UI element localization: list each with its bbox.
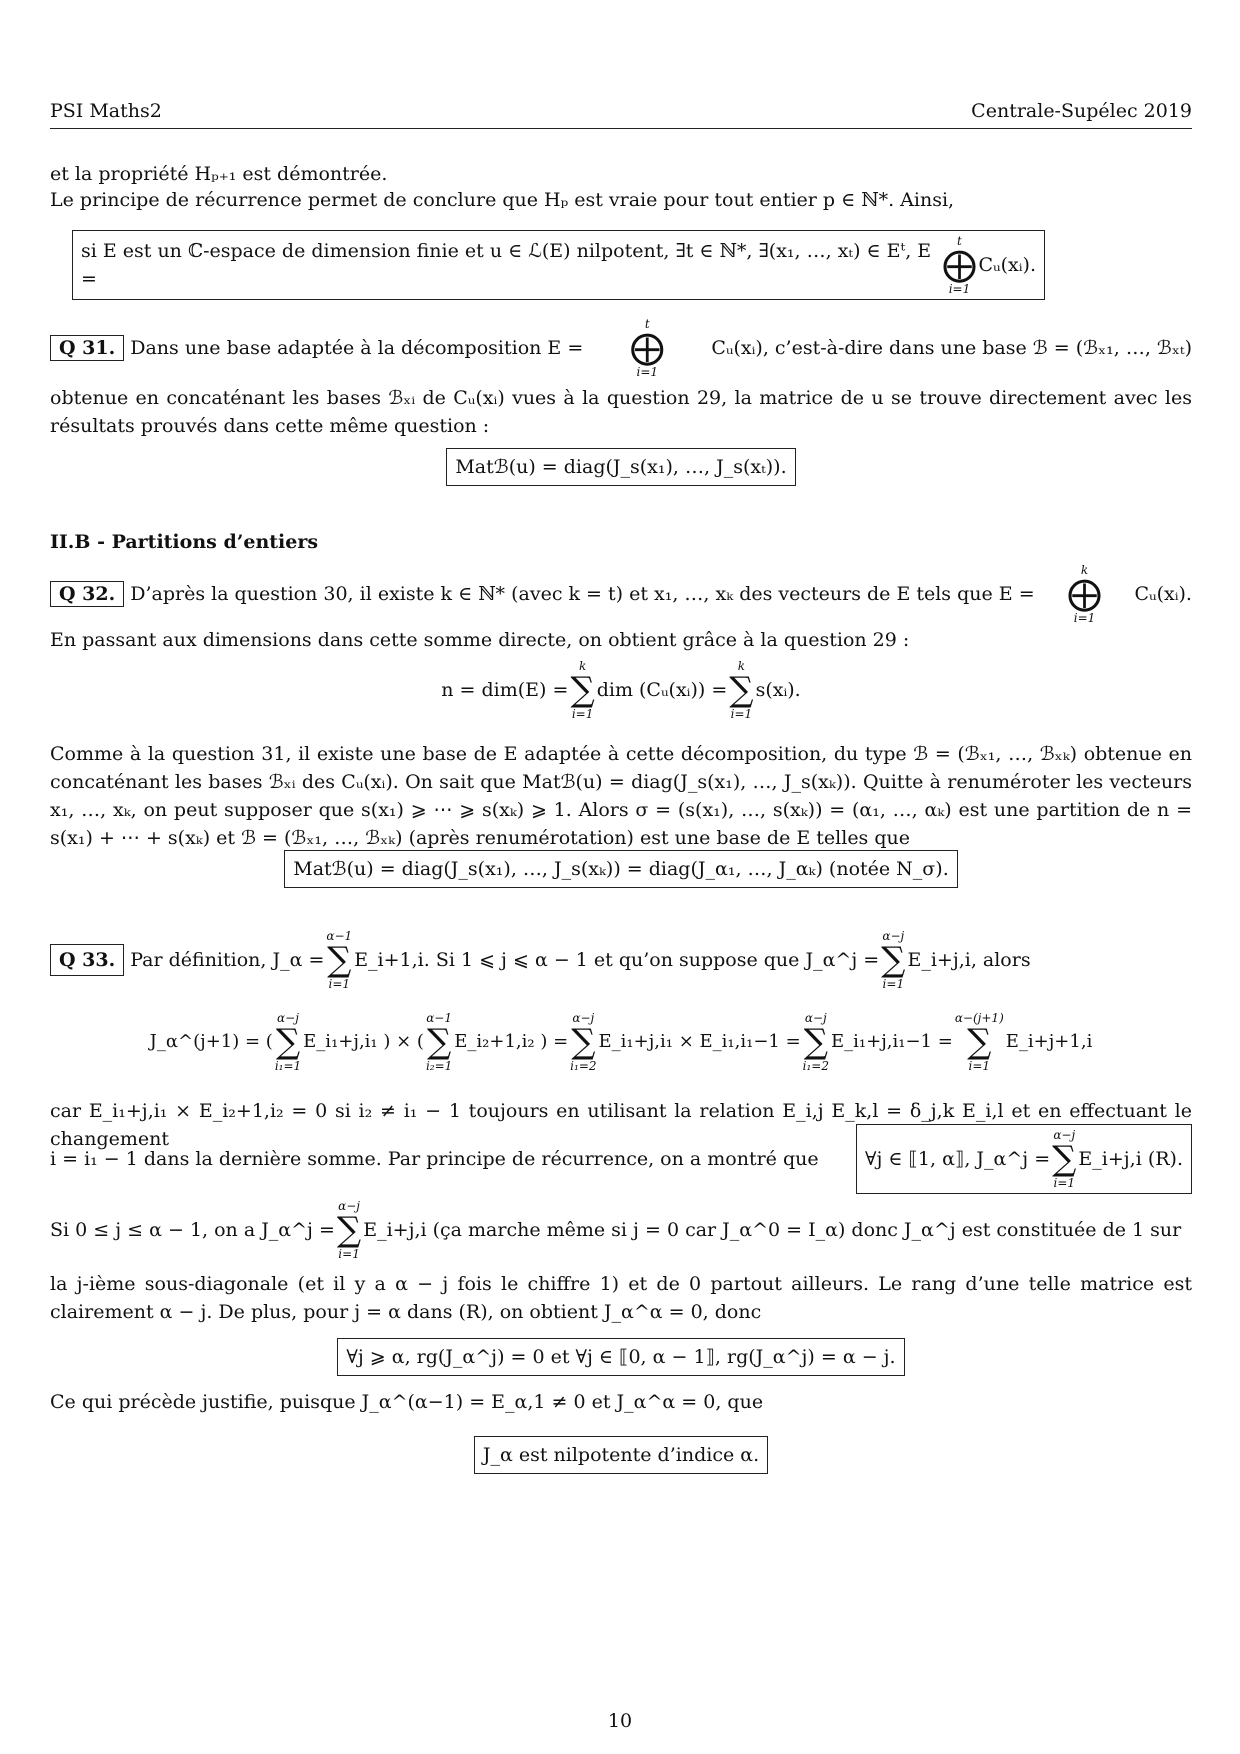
q32-line2: En passant aux dimensions dans cette somme directe, on obtient grâce à la question 29 : <box>50 629 910 651</box>
q31-intro <box>50 318 1192 378</box>
q31-body: obtenue en concaténant les bases ℬₓᵢ de Cᵤ(xᵢ) vues à la question 29, la matrice de u se trouve directement avec les résultats prouvés dans cette même question : <box>50 387 1192 437</box>
q32-body: Comme à la question 31, il existe une base de E adaptée à cette décomposition, du type ℬ = (ℬₓ₁, …, ℬₓₖ) obtenue en concaténant les bases ℬₓᵢ des Cᵤ(xᵢ). On sait que Matℬ(u) = diag(J_s(x₁), …, J_s(xₖ)). Quitte à renuméroter les vecteurs x₁, …, xₖ, on peut supposer que s(x₁) ⩾ ⋯ ⩾ s(xₖ) ⩾ 1. Alors σ = (s(x₁), …, s(xₖ)) = (α₁, …, αₖ) est une partition de n = s(x₁) + ⋯ + s(xₖ) et ℬ = (ℬₓ₁, …, ℬₓₖ) (après renumérotation) est une base de E telles que <box>50 743 1192 849</box>
sum-operator: α−1 ∑ i=1 <box>326 929 353 991</box>
q33-line-rank: la j-ième sous-diagonale (et il y a α − j fois le chiffre 1) et de 0 partout ailleurs. Le rang d’une telle matrice est clairement α − j. De plus, pour j = α dans (R), on obtient J_α^α = 0, donc <box>50 1273 1192 1323</box>
sum-operator: k ∑ i=1 <box>729 659 754 721</box>
q33-box-nilpotent: J_α est nilpotente d’indice α. <box>474 1436 768 1474</box>
oplus-operator: k ⨁ i=1 <box>1067 563 1102 625</box>
q32-text-b: Cᵤ(xᵢ). <box>1134 583 1192 605</box>
q31-text-a: Dans une base adaptée à la décomposition E = <box>130 337 584 359</box>
q32-intro <box>50 564 1192 624</box>
q33-line-recurrence: i = i₁ − 1 dans la dernière somme. Par principe de récurrence, on a montré que ∀j ∈ ⟦1, α⟧, J_α^j = α−j ∑ i=1 E_i+j,i (R). <box>50 1124 1192 1194</box>
q32-box: Matℬ(u) = diag(J_s(x₁), …, J_s(xₖ)) = diag(J_α₁, …, J_αₖ) (notée N_σ). <box>284 850 957 888</box>
page-header <box>50 100 1192 129</box>
q32-label: Q 32. <box>50 581 124 607</box>
q31-label: Q 31. <box>50 335 124 361</box>
sum-operator: α−j ∑ i=1 <box>336 1199 362 1261</box>
q33-intro: Q 33. Par définition, J_α = α−1 ∑ i=1 E_i+1,i. Si 1 ⩽ j ⩽ α − 1 et qu’on suppose que J_α^j = α−j ∑ i=1 E_i+j,i, alors <box>50 930 1192 990</box>
oplus-operator: t ⨁ i=1 <box>630 317 665 379</box>
q32-result <box>50 850 1192 888</box>
sum-operator: α−j ∑ i₁=2 <box>570 1011 597 1073</box>
section-title: II.B - Partitions d’entiers <box>50 531 319 553</box>
q33-box-rank: ∀j ⩾ α, rg(J_α^j) = 0 et ∀j ∈ ⟦0, α − 1⟧, rg(J_α^j) = α − j. <box>337 1338 904 1376</box>
page-number: 10 <box>607 1710 633 1732</box>
q32-equation: n = dim(E) = k ∑ i=1 dim (Cᵤ(xᵢ)) = k ∑ i=1 s(xᵢ). <box>441 659 801 721</box>
sum-operator: α−(j+1) ∑ i=1 <box>954 1011 1004 1073</box>
sum-operator: α−j ∑ i=1 <box>1052 1128 1077 1190</box>
result-text-b: Cᵤ(xᵢ). <box>978 254 1036 276</box>
q32-text-a: D’après la question 30, il existe k ∈ ℕ* (avec k = t) et x₁, …, xₖ des vecteurs de E tels que E = <box>130 583 1035 605</box>
header-right: Centrale-Supélec 2019 <box>971 100 1192 122</box>
q33-result-nilpotent <box>50 1436 1192 1474</box>
line-hp1: et la propriété Hₚ₊₁ est démontrée. <box>50 163 388 185</box>
q33-line-car: car E_i₁+j,i₁ × E_i₂+1,i₂ = 0 si i₂ ≠ i₁ − 1 toujours en utilisant la relation E_i,j E_k,l = δ_j,k E_i,l et en effectuant le changement <box>50 1100 1192 1150</box>
header-left: PSI Maths2 <box>50 100 162 122</box>
q33-line-final: Ce qui précède justifie, puisque J_α^(α−1) = E_α,1 ≠ 0 et J_α^α = 0, que <box>50 1391 764 1413</box>
q33-r-box: ∀j ∈ ⟦1, α⟧, J_α^j = α−j ∑ i=1 E_i+j,i (R). <box>856 1124 1192 1194</box>
result-text-a: si E est un ℂ-espace de dimension finie et u ∈ ℒ(E) nilpotent, ∃t ∈ ℕ*, ∃(x₁, …, xₜ) ∈ Eᵗ, E = <box>81 240 932 290</box>
q33-result-rank <box>50 1338 1192 1376</box>
sum-operator: α−j ∑ i₁=2 <box>802 1011 829 1073</box>
result-box <box>72 230 1047 300</box>
sum-operator: α−1 ∑ i₂=1 <box>425 1011 453 1073</box>
q33-equation: J_α^(j+1) = ( α−j ∑ i₁=1 E_i₁+j,i₁ ) × ( α−1 ∑ i₂=1 E_i₂+1,i₂ ) = α−j ∑ i₁=2 E_i₁+j,i₁ × E_i₁,i₁−1 = α−j ∑ i₁=2 E_i₁+j,i₁−1 = α−(j+1) ∑ i=1 E_i+j+1,i <box>149 1011 1093 1073</box>
sum-operator: k ∑ i=1 <box>570 659 595 721</box>
q31-text-b: Cᵤ(xᵢ), c’est-à-dire dans une base ℬ = (ℬₓ₁, …, ℬₓₜ) <box>711 337 1192 359</box>
line-recurrence: Le principe de récurrence permet de conclure que Hₚ est vraie pour tout entier p ∈ ℕ*. Ainsi, <box>50 189 955 211</box>
q33-line-si: Si 0 ≤ j ≤ α − 1, on a J_α^j = α−j ∑ i=1 E_i+j,i (ça marche même si j = 0 car J_α^0 = I_α) donc J_α^j est constituée de 1 sur <box>50 1199 1182 1261</box>
q33-label: Q 33. <box>50 944 124 976</box>
q31-result <box>50 448 1192 486</box>
sum-operator: α−j ∑ i₁=1 <box>274 1011 302 1073</box>
oplus-operator: t ⨁ i=1 <box>942 234 977 296</box>
q31-box: Matℬ(u) = diag(J_s(x₁), …, J_s(xₜ)). <box>446 448 795 486</box>
sum-operator: α−j ∑ i=1 <box>881 929 906 991</box>
